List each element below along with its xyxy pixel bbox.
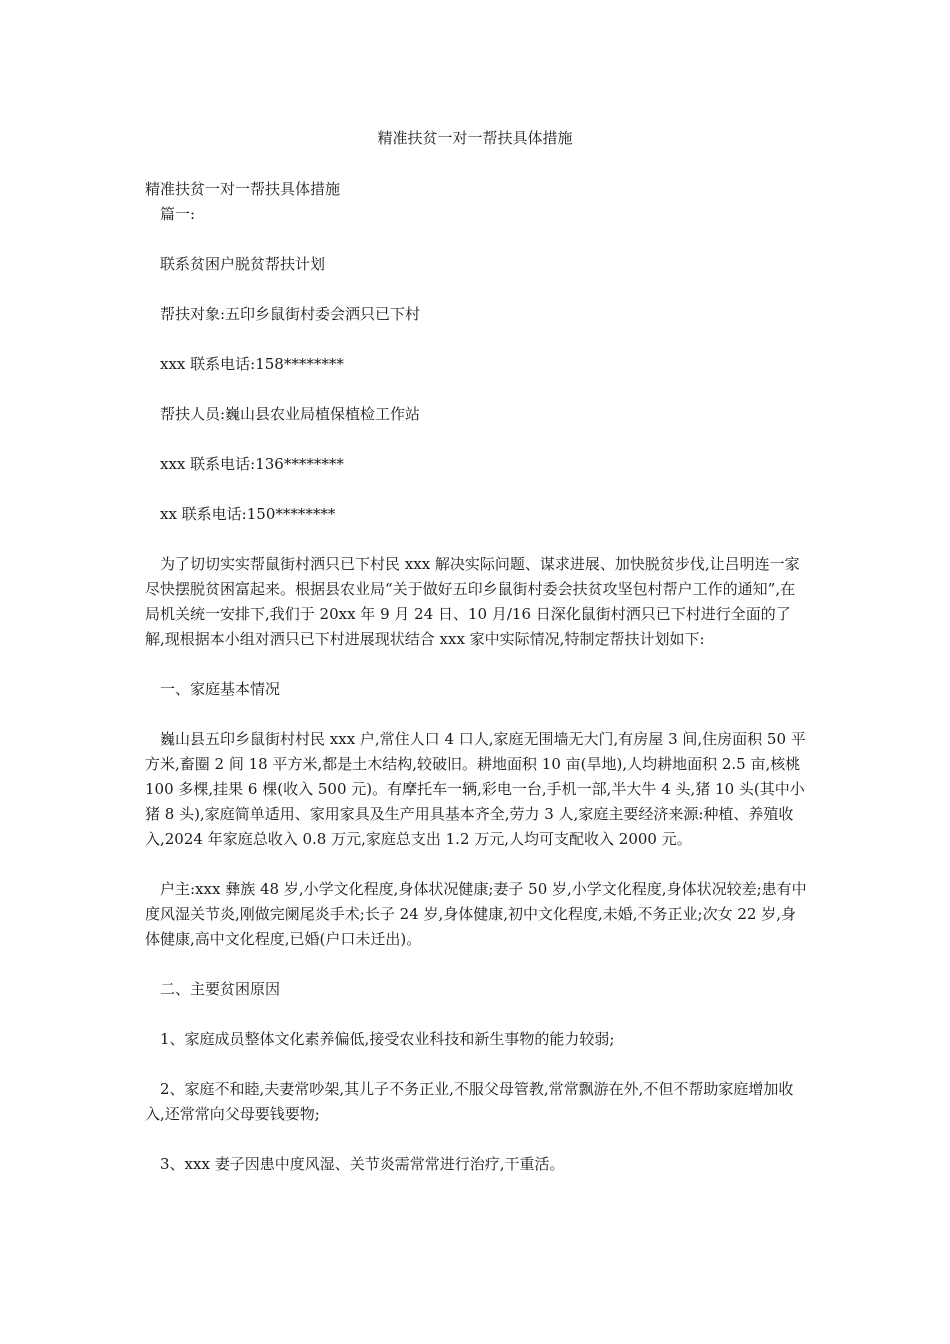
target-line: 帮扶对象:五印乡鼠街村委会洒只已下村: [160, 305, 421, 323]
target-phone-line: xxx 联系电话:158********: [160, 355, 344, 373]
intro-paragraph: 为了切切实实帮鼠街村洒只已下村民 xxx 解决实际问题、谋求进展、加快脱贫步伐,让吕明连一家尽快摆脱贫困富起来。根据县农业局“关于做好五印乡鼠街村委会扶贫攻坚包村帮户工作的通知”,在局机关统一安排下,我们于 20xx 年 9 月 24 日、10 月/16 日深化鼠街村洒只已下村进行全面的了解,现根据本小组对洒只已下村进展现状结合 xxx 家中实际情况,特制定帮扶计划如下:: [145, 555, 800, 648]
document-body: [145, 177, 810, 1177]
helper-line: 帮扶人员:巍山县农业局植保植检工作站: [160, 405, 421, 423]
reason-item-2: 2、家庭不和睦,夫妻常吵架,其儿子不务正业,不服父母管教,常常飘游在外,不但不帮助家庭增加收入,还常常向父母要钱要物;: [145, 1080, 794, 1123]
reason-item-1: 1、家庭成员整体文化素养偏低,接受农业科技和新生事物的能力较弱;: [160, 1030, 615, 1048]
section2-heading: 二、主要贫困原因: [160, 980, 281, 998]
section1-paragraph-1: 巍山县五印乡鼠街村村民 xxx 户,常住人口 4 口人,家庭无围墙无大门,有房屋 3 间,住房面积 50 平方米,畜圈 2 间 18 平方米,都是土木结构,较破旧。耕地面积 10 亩(旱地),人均耕地面积 2.5 亩,核桃 100 多棵,挂果 6 棵(收入 500 元)。有摩托车一辆,彩电一台,手机一部,半大牛 4 头,猪 10 头(其中小猪 8 头),家庭简单适用、家用家具及生产用具基本齐全,劳力 3 人,家庭主要经济来源:种植、养殖收入,2024 年家庭总收入 0.8 万元,家庭总支出 1.2 万元,人均可支配收入 2000 元。: [145, 730, 806, 848]
part-label: 篇一:: [160, 205, 196, 223]
document-subtitle: 精准扶贫一对一帮扶具体措施: [145, 180, 341, 198]
reason-item-3: 3、xxx 妻子因患中度风湿、关节炎需常常进行治疗,干重活。: [160, 1155, 565, 1173]
section1-heading: 一、家庭基本情况: [160, 680, 281, 698]
helper-phone-line-2: xx 联系电话:150********: [160, 505, 336, 523]
document-title: 精准扶贫一对一帮扶具体措施: [377, 129, 573, 147]
section1-paragraph-2: 户主:xxx 彝族 48 岁,小学文化程度,身体状况健康;妻子 50 岁,小学文化程度,身体状况较差;患有中度风湿关节炎,刚做完阑尾炎手术;长子 24 岁,身体健康,初中文化程度,未婚,不务正业;次女 22 岁,身体健康,高中文化程度,已婚(户口未迁出)。: [145, 880, 807, 948]
plan-title: 联系贫困户脱贫帮扶计划: [160, 255, 326, 273]
helper-phone-line-1: xxx 联系电话:136********: [160, 455, 344, 473]
